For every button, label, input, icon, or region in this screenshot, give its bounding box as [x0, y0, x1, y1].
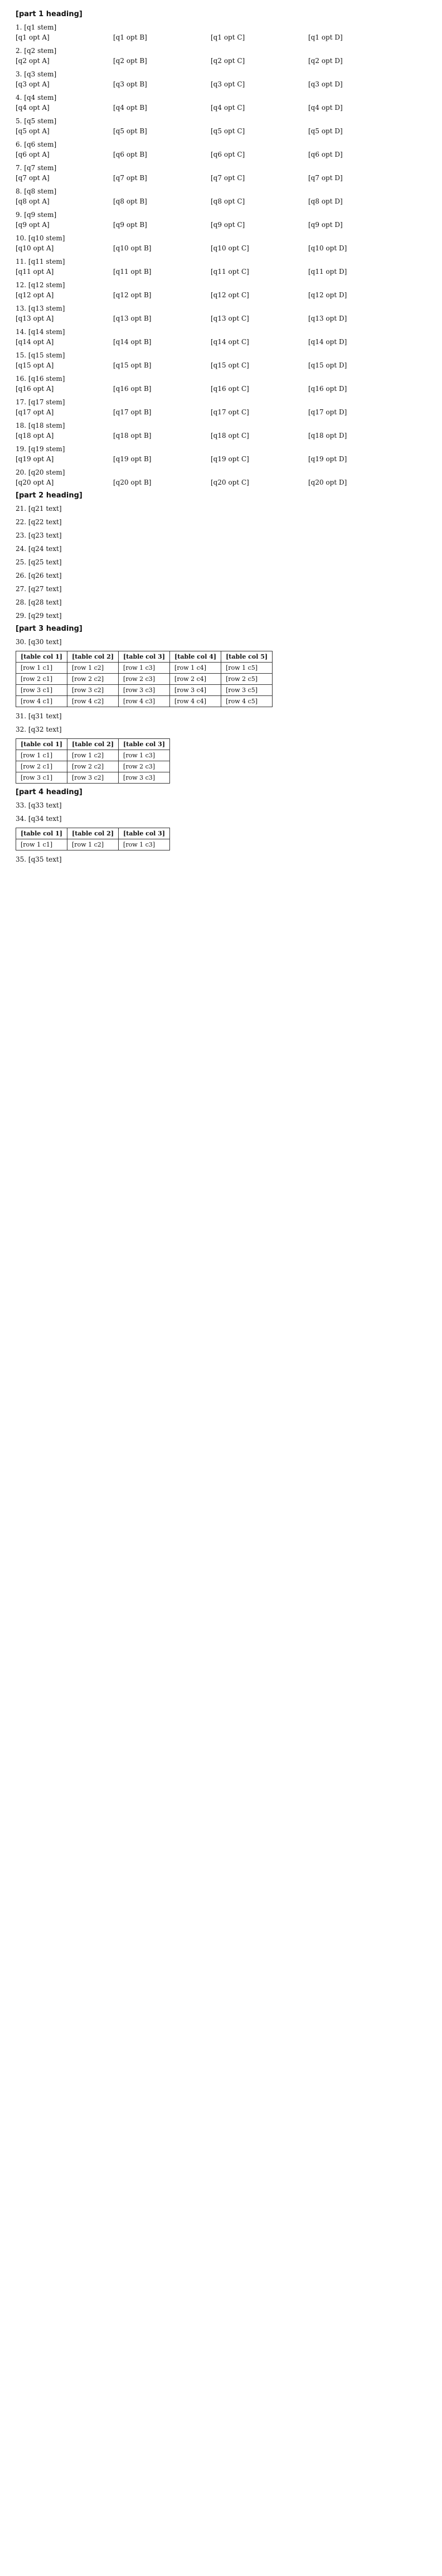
question-stem: 4. [q4 stem]: [16, 94, 57, 102]
question-2: [16, 46, 426, 65]
question-option: [q11 opt A]: [16, 268, 54, 276]
question-option: [q14 opt A]: [16, 338, 54, 346]
question-option: [q9 opt B]: [113, 221, 147, 229]
table-cell: [row 1 c1]: [16, 750, 67, 761]
question-option: [q1 opt C]: [211, 33, 245, 41]
question-options: [16, 291, 426, 299]
table-cell: [row 1 c2]: [67, 750, 119, 761]
table-cell: [row 3 c3]: [119, 685, 170, 696]
question-option: [q14 opt B]: [113, 338, 152, 346]
question-option: [q12 opt B]: [113, 291, 152, 299]
question-option: [q8 opt D]: [308, 197, 343, 205]
table-header-cell: [table col 4]: [170, 651, 221, 663]
table-row: [16, 696, 273, 707]
question-options: [16, 314, 426, 323]
table-cell: [row 1 c3]: [119, 839, 170, 850]
question-option: [q6 opt D]: [308, 151, 343, 158]
question-6: [16, 140, 426, 159]
question-option: [q15 opt C]: [211, 361, 249, 369]
question-option: [q2 opt A]: [16, 57, 50, 65]
question-stem: 15. [q15 stem]: [16, 351, 65, 359]
question-option: [q16 opt C]: [211, 385, 249, 393]
question-stem: 2. [q2 stem]: [16, 47, 57, 55]
table-cell: [row 4 c4]: [170, 696, 221, 707]
table-q30: [16, 651, 273, 707]
blank-29: 29. [q29 text]: [16, 612, 62, 620]
question-option: [q4 opt D]: [308, 104, 343, 112]
question-16: [16, 374, 426, 393]
question-option: [q19 opt A]: [16, 455, 54, 463]
question-option: [q19 opt C]: [211, 455, 249, 463]
part3-item-30: 30. [q30 text]: [16, 638, 62, 646]
table-cell: [row 2 c1]: [16, 674, 67, 685]
question-option: [q15 opt A]: [16, 361, 54, 369]
question-option: [q13 opt D]: [308, 315, 347, 322]
document: [16, 7, 426, 868]
table-cell: [row 3 c3]: [119, 772, 170, 784]
question-option: [q9 opt A]: [16, 221, 50, 229]
question-7: [16, 163, 426, 182]
question-option: [q4 opt A]: [16, 104, 50, 112]
question-option: [q11 opt C]: [211, 268, 249, 276]
question-option: [q10 opt B]: [113, 244, 152, 252]
questions-container: [16, 23, 426, 487]
question-options: [16, 220, 426, 229]
question-option: [q9 opt C]: [211, 221, 245, 229]
question-stem: 8. [q8 stem]: [16, 187, 57, 195]
question-stem: 7. [q7 stem]: [16, 164, 57, 172]
question-option: [q19 opt D]: [308, 455, 347, 463]
blank-21: 21. [q21 text]: [16, 505, 62, 513]
question-3: [16, 70, 426, 89]
table-row: [16, 772, 170, 784]
question-stem: 18. [q18 stem]: [16, 422, 65, 429]
table-header-cell: [table col 2]: [67, 651, 119, 663]
table-cell: [row 2 c2]: [67, 761, 119, 772]
question-option: [q1 opt A]: [16, 33, 50, 41]
question-options: [16, 478, 426, 487]
question-option: [q5 opt D]: [308, 127, 343, 135]
blank-22: 22. [q22 text]: [16, 518, 62, 526]
question-9: [16, 210, 426, 229]
question-option: [q17 opt A]: [16, 408, 54, 416]
part3-item-32: 32. [q32 text]: [16, 726, 62, 733]
question-option: [q14 opt D]: [308, 338, 347, 346]
question-option: [q13 opt A]: [16, 315, 54, 322]
question-options: [16, 103, 426, 112]
question-options: [16, 337, 426, 346]
question-option: [q10 opt C]: [211, 244, 249, 252]
question-option: [q12 opt D]: [308, 291, 347, 299]
question-options: [16, 431, 426, 440]
question-option: [q15 opt B]: [113, 361, 152, 369]
table-cell: [row 3 c1]: [16, 685, 67, 696]
question-stem: 12. [q12 stem]: [16, 281, 65, 289]
table-cell: [row 4 c5]: [221, 696, 273, 707]
blanks-container: [16, 504, 426, 620]
question-options: [16, 267, 426, 276]
question-option: [q8 opt A]: [16, 197, 50, 205]
question-12: [16, 281, 426, 299]
question-options: [16, 361, 426, 370]
table-cell: [row 1 c2]: [67, 663, 119, 674]
question-option: [q11 opt B]: [113, 268, 152, 276]
question-stem: 16. [q16 stem]: [16, 375, 65, 383]
table-cell: [row 2 c4]: [170, 674, 221, 685]
question-option: [q12 opt A]: [16, 291, 54, 299]
question-options: [16, 455, 426, 463]
question-option: [q7 opt C]: [211, 174, 245, 182]
table-cell: [row 1 c5]: [221, 663, 273, 674]
question-option: [q7 opt D]: [308, 174, 343, 182]
blank-25: 25. [q25 text]: [16, 558, 62, 566]
question-option: [q3 opt D]: [308, 80, 343, 88]
question-option: [q8 opt B]: [113, 197, 147, 205]
question-stem: 17. [q17 stem]: [16, 398, 65, 406]
part4-item-34: 34. [q34 text]: [16, 815, 62, 823]
table-cell: [row 2 c3]: [119, 761, 170, 772]
table-cell: [row 4 c2]: [67, 696, 119, 707]
question-option: [q6 opt A]: [16, 151, 50, 158]
question-5: [16, 117, 426, 136]
table-q32: [16, 738, 170, 784]
table-row: [16, 663, 273, 674]
blank-27: 27. [q27 text]: [16, 585, 62, 593]
question-11: [16, 257, 426, 276]
part4-title: [part 4 heading]: [16, 788, 82, 796]
table-header-cell: [table col 3]: [119, 651, 170, 663]
question-stem: 11. [q11 stem]: [16, 258, 65, 265]
question-4: [16, 93, 426, 112]
question-option: [q15 opt D]: [308, 361, 347, 369]
part3-title: [part 3 heading]: [16, 625, 82, 633]
question-options: [16, 173, 426, 182]
question-option: [q16 opt D]: [308, 385, 347, 393]
question-stem: 10. [q10 stem]: [16, 234, 65, 242]
question-14: [16, 327, 426, 346]
question-option: [q9 opt D]: [308, 221, 343, 229]
table-header-cell: [table col 5]: [221, 651, 273, 663]
question-19: [16, 444, 426, 463]
table-cell: [row 1 c4]: [170, 663, 221, 674]
question-option: [q5 opt B]: [113, 127, 147, 135]
question-stem: 9. [q9 stem]: [16, 211, 57, 219]
question-option: [q13 opt B]: [113, 315, 152, 322]
question-option: [q7 opt B]: [113, 174, 147, 182]
question-option: [q16 opt B]: [113, 385, 152, 393]
table-cell: [row 3 c1]: [16, 772, 67, 784]
question-option: [q11 opt D]: [308, 268, 347, 276]
question-option: [q3 opt A]: [16, 80, 50, 88]
question-option: [q2 opt D]: [308, 57, 343, 65]
question-option: [q5 opt C]: [211, 127, 245, 135]
question-options: [16, 197, 426, 206]
question-options: [16, 33, 426, 42]
part4-container: [16, 801, 426, 864]
question-stem: 1. [q1 stem]: [16, 23, 57, 31]
question-18: [16, 421, 426, 440]
question-option: [q4 opt B]: [113, 104, 147, 112]
table-cell: [row 2 c2]: [67, 674, 119, 685]
question-option: [q8 opt C]: [211, 197, 245, 205]
question-option: [q5 opt A]: [16, 127, 50, 135]
question-option: [q20 opt D]: [308, 479, 347, 486]
question-option: [q12 opt C]: [211, 291, 249, 299]
question-10: [16, 234, 426, 253]
question-1: [16, 23, 426, 42]
question-option: [q1 opt D]: [308, 33, 343, 41]
table-row: [16, 839, 170, 850]
table-cell: [row 1 c1]: [16, 663, 67, 674]
question-options: [16, 150, 426, 159]
question-options: [16, 384, 426, 393]
question-17: [16, 398, 426, 417]
question-15: [16, 351, 426, 370]
table-q34: [16, 828, 170, 850]
question-option: [q2 opt B]: [113, 57, 147, 65]
question-8: [16, 187, 426, 206]
question-option: [q17 opt C]: [211, 408, 249, 416]
table-cell: [row 2 c3]: [119, 674, 170, 685]
question-option: [q3 opt C]: [211, 80, 245, 88]
question-stem: 13. [q13 stem]: [16, 305, 65, 312]
question-option: [q20 opt C]: [211, 479, 249, 486]
question-stem: 14. [q14 stem]: [16, 328, 65, 336]
question-stem: 3. [q3 stem]: [16, 70, 57, 78]
question-option: [q1 opt B]: [113, 33, 147, 41]
table-cell: [row 1 c3]: [119, 750, 170, 761]
table-header-cell: [table col 2]: [67, 828, 119, 839]
part3-container: [16, 637, 426, 784]
question-option: [q18 opt A]: [16, 432, 54, 439]
question-options: [16, 127, 426, 136]
blank-23: 23. [q23 text]: [16, 531, 62, 539]
table-header-cell: [table col 3]: [119, 739, 170, 750]
table-row: [16, 761, 170, 772]
table-cell: [row 3 c4]: [170, 685, 221, 696]
question-option: [q14 opt C]: [211, 338, 249, 346]
question-options: [16, 408, 426, 417]
table-cell: [row 2 c1]: [16, 761, 67, 772]
question-option: [q20 opt B]: [113, 479, 152, 486]
table-cell: [row 1 c1]: [16, 839, 67, 850]
blank-28: 28. [q28 text]: [16, 598, 62, 606]
question-option: [q18 opt C]: [211, 432, 249, 439]
question-option: [q16 opt A]: [16, 385, 54, 393]
table-cell: [row 4 c3]: [119, 696, 170, 707]
question-stem: 20. [q20 stem]: [16, 468, 65, 476]
question-option: [q18 opt D]: [308, 432, 347, 439]
question-13: [16, 304, 426, 323]
blank-26: 26. [q26 text]: [16, 572, 62, 579]
table-cell: [row 4 c1]: [16, 696, 67, 707]
question-option: [q3 opt B]: [113, 80, 147, 88]
question-20: [16, 468, 426, 487]
question-option: [q10 opt D]: [308, 244, 347, 252]
table-header-cell: [table col 1]: [16, 651, 67, 663]
part3-item-31: 31. [q31 text]: [16, 712, 62, 720]
question-stem: 5. [q5 stem]: [16, 117, 57, 125]
question-option: [q17 opt D]: [308, 408, 347, 416]
table-cell: [row 1 c3]: [119, 663, 170, 674]
question-options: [16, 56, 426, 65]
table-row: [16, 674, 273, 685]
question-option: [q18 opt B]: [113, 432, 152, 439]
question-stem: 19. [q19 stem]: [16, 445, 65, 453]
table-cell: [row 3 c5]: [221, 685, 273, 696]
part2-title: [part 2 heading]: [16, 491, 82, 500]
table-header-cell: [table col 3]: [119, 828, 170, 839]
question-option: [q6 opt B]: [113, 151, 147, 158]
table-cell: [row 3 c2]: [67, 685, 119, 696]
question-option: [q17 opt B]: [113, 408, 152, 416]
table-header-cell: [table col 1]: [16, 739, 67, 750]
table-header-cell: [table col 2]: [67, 739, 119, 750]
question-option: [q7 opt A]: [16, 174, 50, 182]
question-options: [16, 80, 426, 89]
question-option: [q13 opt C]: [211, 315, 249, 322]
table-cell: [row 2 c5]: [221, 674, 273, 685]
question-option: [q6 opt C]: [211, 151, 245, 158]
table-cell: [row 3 c2]: [67, 772, 119, 784]
table-header-cell: [table col 1]: [16, 828, 67, 839]
table-cell: [row 1 c2]: [67, 839, 119, 850]
question-stem: 6. [q6 stem]: [16, 141, 57, 148]
question-option: [q2 opt C]: [211, 57, 245, 65]
table-row: [16, 750, 170, 761]
question-option: [q19 opt B]: [113, 455, 152, 463]
question-option: [q10 opt A]: [16, 244, 54, 252]
question-option: [q4 opt C]: [211, 104, 245, 112]
part4-item-33: 33. [q33 text]: [16, 801, 62, 809]
part1-title: [part 1 heading]: [16, 10, 82, 18]
blank-24: 24. [q24 text]: [16, 545, 62, 553]
table-row: [16, 685, 273, 696]
question-options: [16, 244, 426, 253]
part4-item-35: 35. [q35 text]: [16, 856, 62, 863]
question-option: [q20 opt A]: [16, 479, 54, 486]
